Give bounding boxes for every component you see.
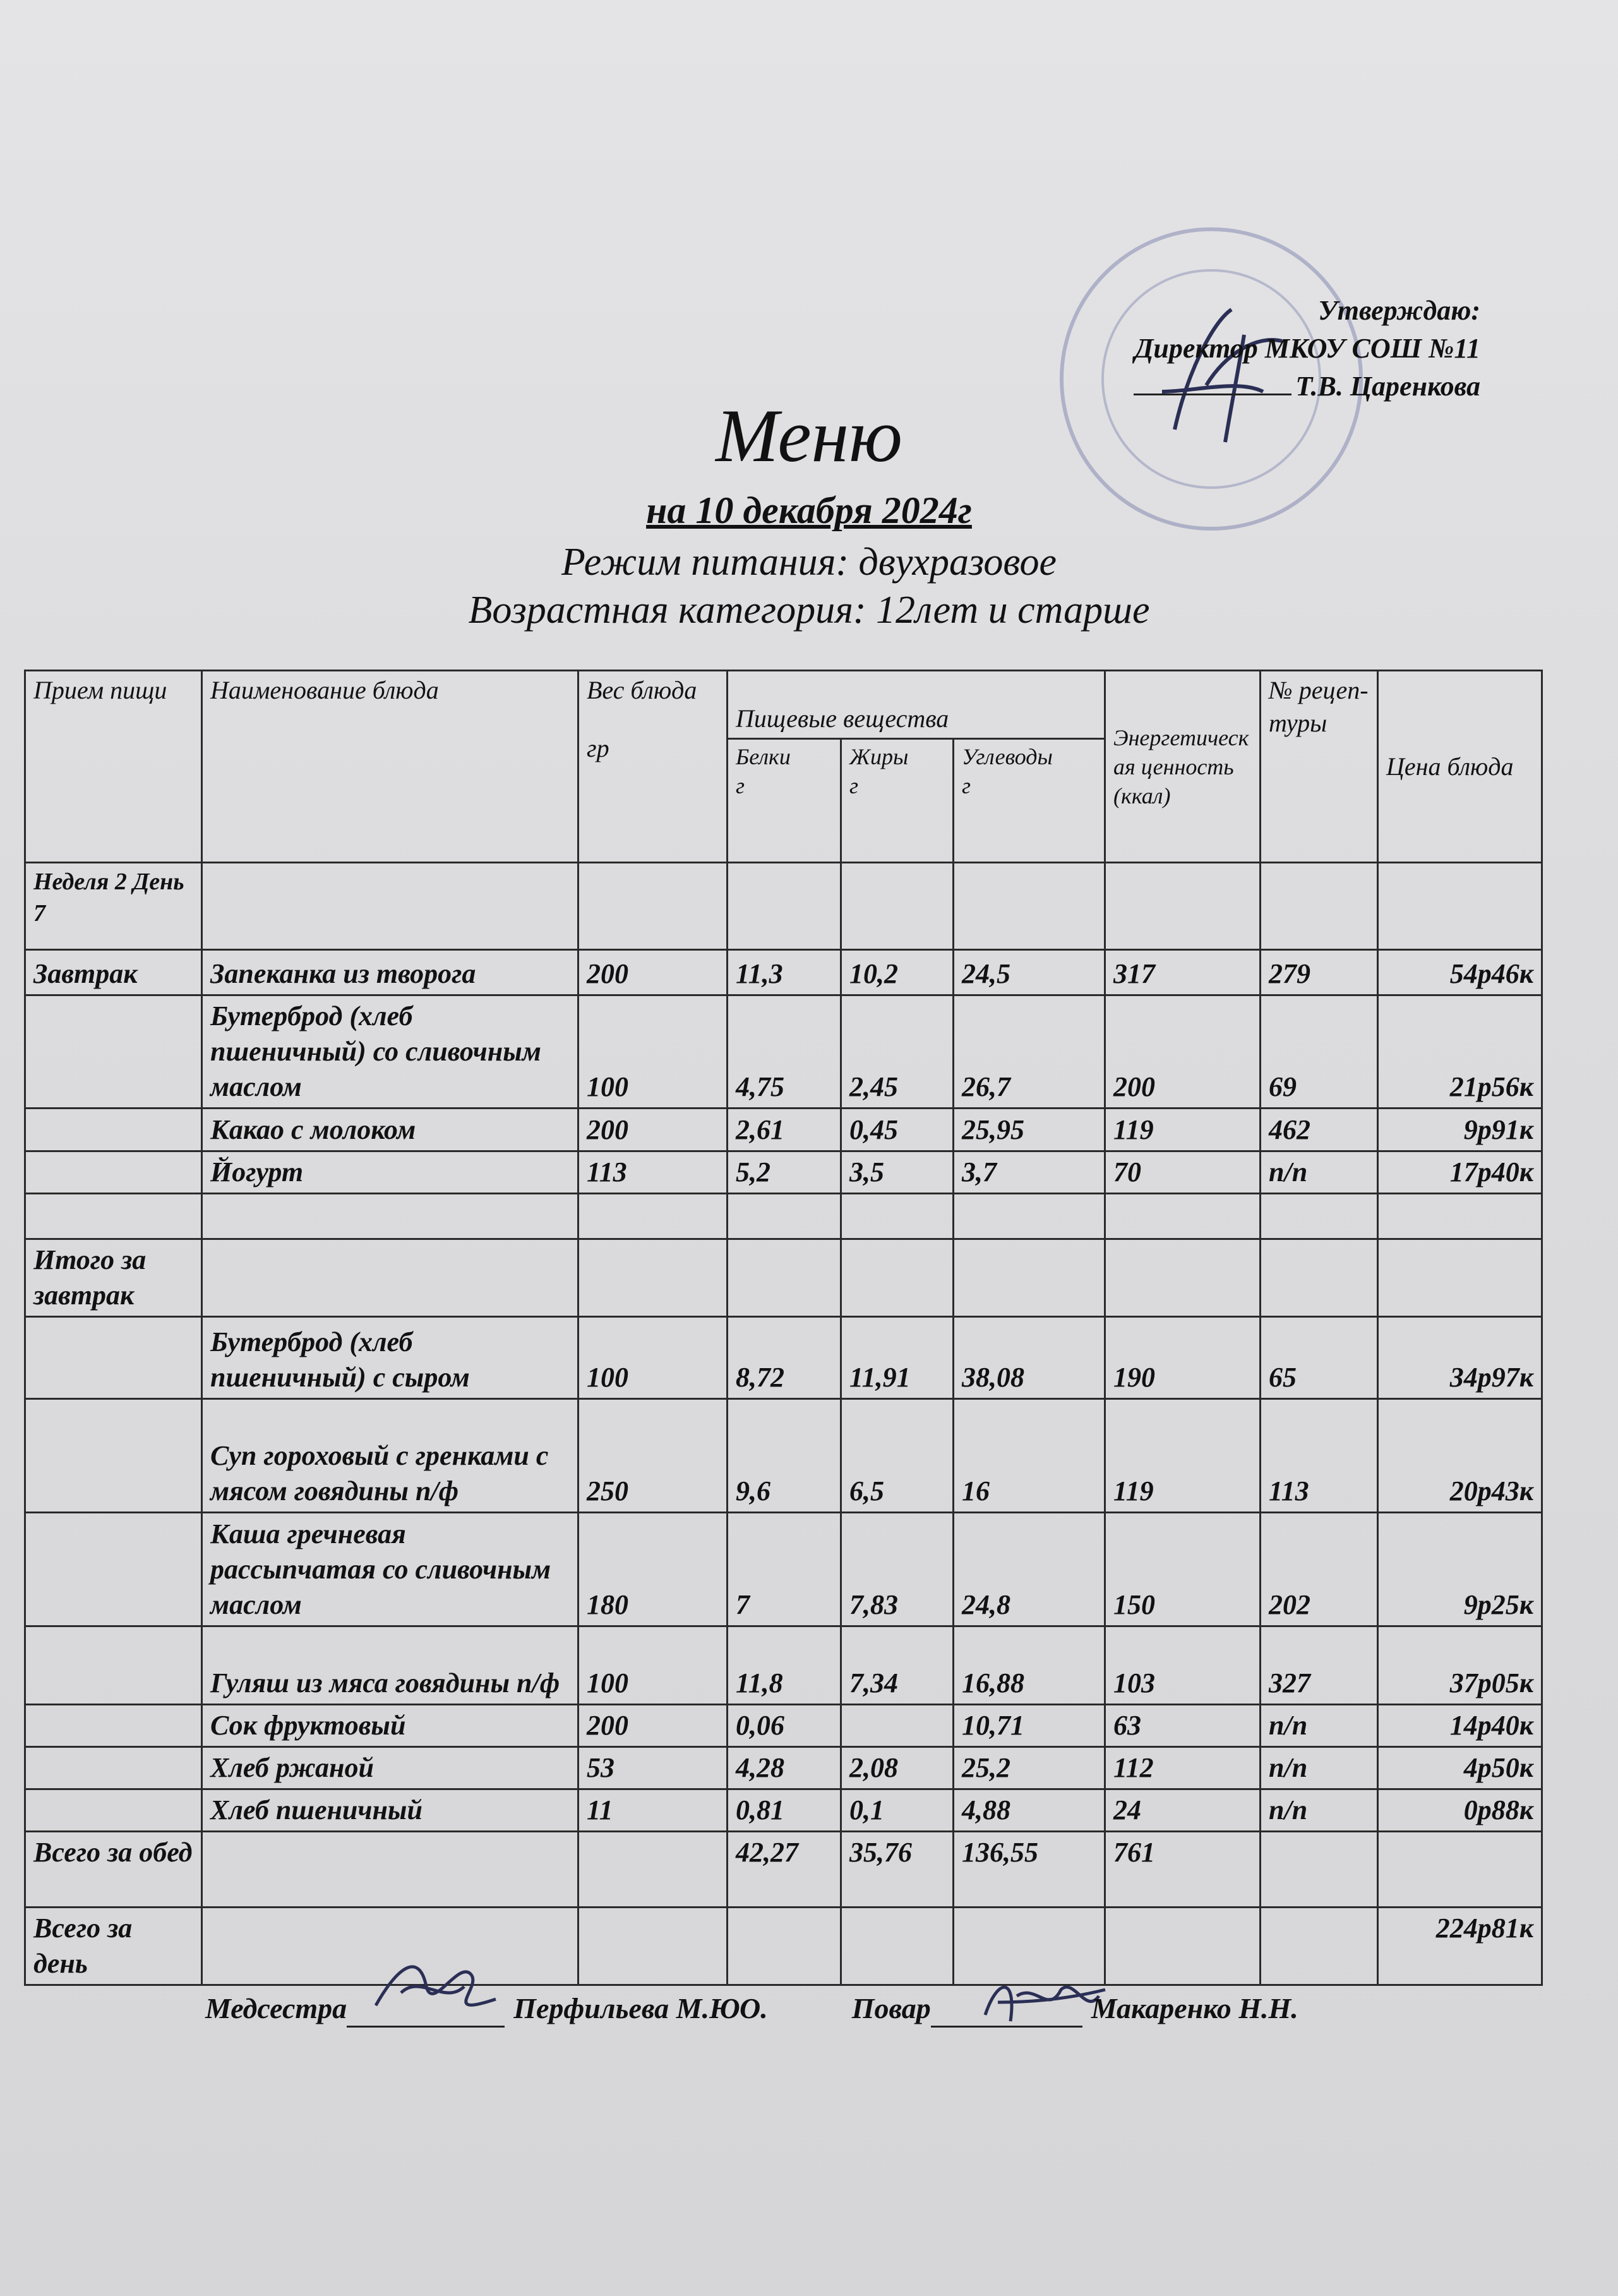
- protein-label: Белки: [736, 744, 791, 769]
- energy-cell: [1105, 1194, 1261, 1239]
- carbs-cell: 26,7: [954, 995, 1105, 1109]
- total-lunch-row: [25, 1832, 1542, 1908]
- fat-cell: 3,5: [841, 1151, 954, 1194]
- col-header-recipe: № рецеп-туры: [1261, 671, 1378, 863]
- weight-cell: 200: [578, 950, 728, 995]
- price-cell: 20р43к: [1378, 1399, 1542, 1513]
- recipe-cell: 327: [1261, 1626, 1378, 1705]
- recipe-cell: 279: [1261, 950, 1378, 995]
- recipe-cell: п/п: [1261, 1789, 1378, 1832]
- price-cell: 37р05к: [1378, 1626, 1542, 1705]
- fat-cell: 0,1: [841, 1789, 954, 1832]
- protein-cell: 4,75: [728, 995, 841, 1109]
- dish-cell: Запеканка из творога: [202, 950, 578, 995]
- menu-date: [0, 486, 1618, 534]
- dish-cell: Сок фруктовый: [202, 1705, 578, 1747]
- table-row: [25, 1747, 1542, 1789]
- signatures-footer: [205, 1990, 1531, 2028]
- age-category: Возрастная категория: 12лет и старше: [468, 589, 1150, 632]
- meal-cell: [25, 1317, 202, 1399]
- recipe-cell: 462: [1261, 1109, 1378, 1151]
- col-header-carbs: [954, 739, 1105, 863]
- protein-cell: [728, 1194, 841, 1239]
- meal-regime: Режим питания: двухразовое: [561, 541, 1057, 584]
- director-name: Т.В. Царенкова: [1295, 371, 1480, 402]
- carbs-cell: 16: [954, 1399, 1105, 1513]
- total-lunch-fat: 35,76: [841, 1832, 954, 1908]
- meal-cell: [25, 1789, 202, 1832]
- fat-cell: 2,45: [841, 995, 954, 1109]
- col-header-price: Цена блюда: [1378, 671, 1542, 863]
- carbs-cell: 3,7: [954, 1151, 1105, 1194]
- meal-cell: [25, 1109, 202, 1151]
- weight-cell: [578, 1239, 728, 1317]
- weight-cell: 100: [578, 1317, 728, 1399]
- protein-cell: 9,6: [728, 1399, 841, 1513]
- meal-cell: [25, 1399, 202, 1513]
- dish-cell: Бутерброд (хлеб пшеничный) со сливочным маслом: [202, 995, 578, 1109]
- price-cell: 9р91к: [1378, 1109, 1542, 1151]
- protein-cell: [728, 1239, 841, 1317]
- fat-cell: 0,45: [841, 1109, 954, 1151]
- menu-rows: [25, 950, 1542, 1832]
- table-row: [25, 1513, 1542, 1626]
- meal-cell: [25, 1194, 202, 1239]
- page-title: Меню: [716, 394, 902, 478]
- table-row: [25, 1399, 1542, 1513]
- table-row: [25, 1151, 1542, 1194]
- carbs-label: Углеводы: [962, 744, 1053, 769]
- recipe-cell: п/п: [1261, 1705, 1378, 1747]
- header-row-1: [25, 671, 1542, 739]
- dish-cell: Йогурт: [202, 1151, 578, 1194]
- fat-label: Жиры: [849, 744, 909, 769]
- fat-unit: г: [849, 773, 859, 798]
- protein-cell: 4,28: [728, 1747, 841, 1789]
- price-cell: 0р88к: [1378, 1789, 1542, 1832]
- table-row: [25, 1626, 1542, 1705]
- meal-cell: Завтрак: [25, 950, 202, 995]
- cook-name: Макаренко Н.Н.: [1091, 1992, 1298, 2024]
- dish-cell: Суп гороховый с гренками с мясом говядины п/ф: [202, 1399, 578, 1513]
- recipe-cell: [1261, 1194, 1378, 1239]
- energy-cell: 119: [1105, 1399, 1261, 1513]
- energy-cell: 63: [1105, 1705, 1261, 1747]
- protein-cell: 0,81: [728, 1789, 841, 1832]
- table-row: [25, 1109, 1542, 1151]
- dish-cell: Какао с молоком: [202, 1109, 578, 1151]
- fat-cell: 10,2: [841, 950, 954, 995]
- weight-cell: 113: [578, 1151, 728, 1194]
- weight-cell: 180: [578, 1513, 728, 1626]
- approval-director: Директор МКОУ СОШ №11: [1134, 333, 1480, 364]
- weight-cell: 250: [578, 1399, 728, 1513]
- dish-cell: Бутерброд (хлеб пшеничный) с сыром: [202, 1317, 578, 1399]
- table-row: [25, 1789, 1542, 1832]
- meal-cell: [25, 995, 202, 1109]
- fat-cell: 7,34: [841, 1626, 954, 1705]
- price-cell: 17р40к: [1378, 1151, 1542, 1194]
- weight-cell: 100: [578, 1626, 728, 1705]
- nurse-label: Медсестра: [205, 1992, 347, 2024]
- col-header-nutrients: Пищевые вещества: [728, 671, 1105, 739]
- carbs-cell: 24,8: [954, 1513, 1105, 1626]
- carbs-cell: [954, 1194, 1105, 1239]
- col-header-energy: Энергетическая ценность (ккал): [1105, 671, 1261, 863]
- weight-unit: гр: [587, 734, 609, 762]
- price-cell: 34р97к: [1378, 1317, 1542, 1399]
- protein-cell: 11,3: [728, 950, 841, 995]
- fat-cell: [841, 1194, 954, 1239]
- approval-block: [975, 292, 1480, 406]
- price-cell: 4р50к: [1378, 1747, 1542, 1789]
- menu-date-text: на 10 декабря 2024г: [646, 490, 972, 531]
- recipe-cell: [1261, 1239, 1378, 1317]
- weight-label: Вес блюда: [587, 676, 697, 704]
- protein-unit: г: [736, 773, 745, 798]
- energy-cell: 70: [1105, 1151, 1261, 1194]
- fat-cell: 2,08: [841, 1747, 954, 1789]
- table-row: [25, 1317, 1542, 1399]
- protein-cell: 8,72: [728, 1317, 841, 1399]
- total-day-row: [25, 1908, 1542, 1985]
- price-cell: 9р25к: [1378, 1513, 1542, 1626]
- fat-cell: 6,5: [841, 1399, 954, 1513]
- protein-cell: 11,8: [728, 1626, 841, 1705]
- carbs-cell: 16,88: [954, 1626, 1105, 1705]
- dish-cell: Каша гречневая рассыпчатая со сливочным маслом: [202, 1513, 578, 1626]
- cook-label: Повар: [851, 1992, 931, 2024]
- energy-cell: 150: [1105, 1513, 1261, 1626]
- energy-cell: 24: [1105, 1789, 1261, 1832]
- total-lunch-protein: 42,27: [728, 1832, 841, 1908]
- carbs-cell: 25,2: [954, 1747, 1105, 1789]
- col-header-weight: [578, 671, 728, 863]
- recipe-cell: 202: [1261, 1513, 1378, 1626]
- dish-cell: [202, 1194, 578, 1239]
- recipe-cell: 69: [1261, 995, 1378, 1109]
- approval-heading: Утверждаю:: [1318, 295, 1480, 326]
- meal-cell: [25, 1151, 202, 1194]
- protein-cell: 0,06: [728, 1705, 841, 1747]
- price-cell: [1378, 1239, 1542, 1317]
- dish-cell: Хлеб ржаной: [202, 1747, 578, 1789]
- fat-cell: 11,91: [841, 1317, 954, 1399]
- price-cell: 54р46к: [1378, 950, 1542, 995]
- weight-cell: 53: [578, 1747, 728, 1789]
- nurse-signature-line: [347, 2026, 505, 2028]
- week-day-row: [25, 863, 1542, 950]
- table-row: [25, 1194, 1542, 1239]
- energy-cell: 317: [1105, 950, 1261, 995]
- protein-cell: 2,61: [728, 1109, 841, 1151]
- dish-cell: [202, 1239, 578, 1317]
- price-cell: [1378, 1194, 1542, 1239]
- dish-cell: Гуляш из мяса говядины п/ф: [202, 1626, 578, 1705]
- protein-cell: 7: [728, 1513, 841, 1626]
- carbs-cell: 24,5: [954, 950, 1105, 995]
- cook-signature-line: [931, 2026, 1082, 2028]
- energy-cell: 112: [1105, 1747, 1261, 1789]
- price-cell: 14р40к: [1378, 1705, 1542, 1747]
- total-day-price: 224р81к: [1378, 1908, 1542, 1985]
- week-day-label: Неделя 2 День 7: [25, 863, 202, 950]
- meal-cell: [25, 1513, 202, 1626]
- table-row: [25, 995, 1542, 1109]
- fat-cell: 7,83: [841, 1513, 954, 1626]
- carbs-cell: [954, 1239, 1105, 1317]
- carbs-cell: 4,88: [954, 1789, 1105, 1832]
- meal-cell: Итого за завтрак: [25, 1239, 202, 1317]
- total-lunch-carbs: 136,55: [954, 1832, 1105, 1908]
- meal-cell: [25, 1705, 202, 1747]
- energy-cell: 190: [1105, 1317, 1261, 1399]
- col-header-protein: [728, 739, 841, 863]
- table-row: [25, 1705, 1542, 1747]
- table-row: [25, 950, 1542, 995]
- recipe-cell: 113: [1261, 1399, 1378, 1513]
- protein-cell: 5,2: [728, 1151, 841, 1194]
- fat-cell: [841, 1239, 954, 1317]
- menu-table: [24, 670, 1543, 1986]
- carbs-cell: 25,95: [954, 1109, 1105, 1151]
- col-header-fat: [841, 739, 954, 863]
- col-header-meal: Прием пищи: [25, 671, 202, 863]
- energy-cell: [1105, 1239, 1261, 1317]
- recipe-cell: п/п: [1261, 1151, 1378, 1194]
- weight-cell: 200: [578, 1705, 728, 1747]
- meal-cell: [25, 1626, 202, 1705]
- recipe-cell: п/п: [1261, 1747, 1378, 1789]
- weight-cell: 11: [578, 1789, 728, 1832]
- total-day-label: Всего за день: [25, 1908, 202, 1985]
- recipe-cell: 65: [1261, 1317, 1378, 1399]
- carbs-unit: г: [962, 773, 971, 798]
- table-row: [25, 1239, 1542, 1317]
- weight-cell: 200: [578, 1109, 728, 1151]
- weight-cell: 100: [578, 995, 728, 1109]
- dish-cell: Хлеб пшеничный: [202, 1789, 578, 1832]
- price-cell: 21р56к: [1378, 995, 1542, 1109]
- weight-cell: [578, 1194, 728, 1239]
- energy-cell: 103: [1105, 1626, 1261, 1705]
- fat-cell: [841, 1705, 954, 1747]
- meal-cell: [25, 1747, 202, 1789]
- total-lunch-energy: 761: [1105, 1832, 1261, 1908]
- carbs-cell: 38,08: [954, 1317, 1105, 1399]
- col-header-dish: Наименование блюда: [202, 671, 578, 863]
- carbs-cell: 10,71: [954, 1705, 1105, 1747]
- energy-cell: 200: [1105, 995, 1261, 1109]
- nurse-name: Перфильева М.ЮО.: [513, 1992, 768, 2024]
- energy-cell: 119: [1105, 1109, 1261, 1151]
- total-lunch-label: Всего за обед: [25, 1832, 202, 1908]
